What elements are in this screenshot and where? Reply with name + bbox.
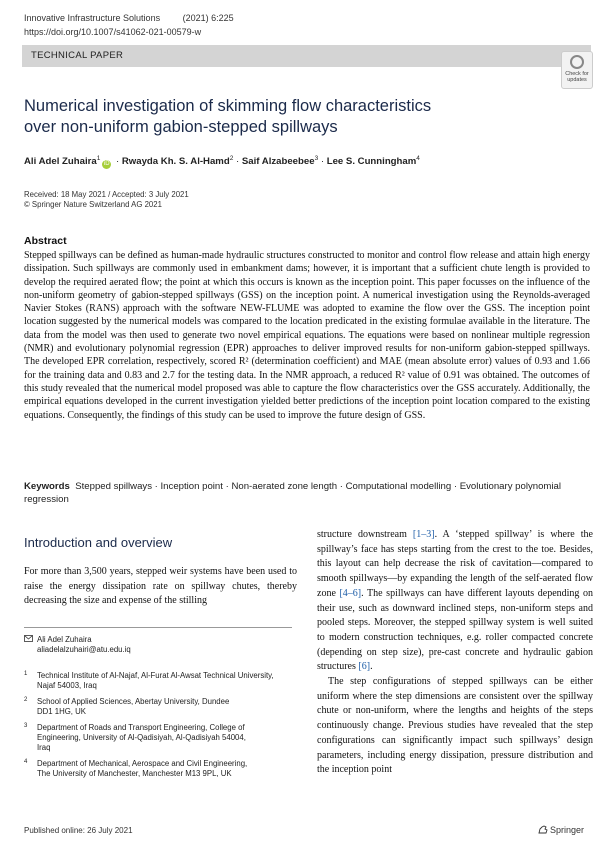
- journal-name: Innovative Infrastructure Solutions: [24, 13, 161, 23]
- author-2[interactable]: Rwayda Kh. S. Al-Hamd: [121, 156, 230, 167]
- intro-col2-para2: The step configurations of stepped spillways can be either uniform where the step dimensions are consistent over the spillway chute or non-uniform, where the lengths and heights of the steps continuously change. Previous studies have revealed that the step configurations can significantly impact such spillways’ design parameters, including energy dissipation, pressure distribution and the inception point: [317, 676, 593, 776]
- keywords-text: Stepped spillways · Inception point · Non-aerated zone length · Computational modelling · Evolutionary polynomial regression: [24, 481, 562, 505]
- author-sep: ·: [233, 156, 242, 167]
- affiliation-text: Department of Mechanical, Aerospace and Civil Engineering, The University of Manchester, Manchester M13 9PL, UK: [37, 759, 248, 778]
- affiliation-number: 1: [24, 671, 28, 677]
- affiliation-text: Department of Roads and Transport Engineering, College of Engineering, University of Al-Qadisiyah, Al-Qadisiyah 54004, Iraq: [37, 723, 246, 752]
- citation-link[interactable]: [4–6]: [339, 587, 362, 599]
- author-3-sup: 3: [314, 154, 319, 162]
- citation-link[interactable]: [1–3]: [412, 529, 435, 540]
- springer-label: Springer: [550, 825, 585, 835]
- affiliation-number: 2: [24, 697, 28, 703]
- affiliation-text: Technical Institute of Al-Najaf, Al-Furat Al-Awsat Technical University, Najaf 54003, Iraq: [37, 671, 274, 690]
- copyright-line: © Springer Nature Switzerland AG 2021: [24, 200, 162, 209]
- intro-col1-text: For more than 3,500 years, stepped weir systems have been used to raise the energy dissipation rate on spillway chutes, thereby decreasing the size and expense of the stilling: [24, 566, 297, 606]
- text-run: .: [370, 661, 373, 673]
- springer-horse-icon: [538, 825, 548, 834]
- paper-type-bar: [22, 45, 591, 67]
- author-2-sup: 2: [229, 154, 234, 162]
- affiliation-item: [24, 759, 277, 779]
- affiliation-item: [24, 671, 277, 691]
- affiliation-text: School of Applied Sciences, Abertay University, Dundee DD1 1HG, UK: [37, 697, 230, 716]
- published-online: Published online: 26 July 2021: [24, 826, 133, 835]
- affiliation-number: 4: [24, 759, 28, 765]
- check-updates-icon: [570, 55, 584, 69]
- received-accepted: Received: 18 May 2021 / Accepted: 3 July 2021: [24, 190, 189, 199]
- doi-link[interactable]: https://doi.org/10.1007/s41062-021-00579-w: [24, 27, 202, 37]
- check-updates-button[interactable]: [561, 51, 593, 89]
- keywords-label: Keywords: [24, 481, 70, 492]
- contact-author: [24, 635, 131, 655]
- contact-name: Ali Adel Zuhaira: [37, 635, 92, 644]
- check-updates-label: Check for updates: [565, 71, 589, 83]
- abstract-heading: Abstract: [24, 235, 67, 247]
- keywords: [24, 481, 584, 506]
- author-3[interactable]: Saif Alzabeebee: [241, 156, 315, 167]
- journal-line: [24, 13, 234, 23]
- text-run: . A ‘stepped spillway’ is where the spillway’s face has steps starting from the crest to the toe. Besides, this layout can help decrease the risk of cavitation—compared to smooth spillways—by expanding the length of the self-aerated flow zone: [317, 529, 593, 599]
- affiliation-list: [24, 671, 277, 779]
- author-1-sup: 1: [96, 154, 101, 162]
- citation-link[interactable]: [6]: [358, 661, 371, 673]
- author-list: [24, 156, 594, 169]
- paper-title: Numerical investigation of skimming flow characteristics over non-uniform gabion-stepped spillways: [24, 97, 432, 136]
- affiliation-item: [24, 723, 277, 753]
- contact-email[interactable]: aliadelalzuhairi@atu.edu.iq: [37, 645, 131, 654]
- author-1[interactable]: Ali Adel Zuhaira: [24, 156, 97, 167]
- affiliation-number: 3: [24, 723, 28, 729]
- intro-heading: Introduction and overview: [24, 535, 173, 550]
- text-run: structure downstream: [317, 529, 413, 540]
- author-sep: ·: [113, 156, 122, 167]
- affiliation-item: [24, 697, 277, 717]
- author-sep: ·: [318, 156, 327, 167]
- paper-type-label: TECHNICAL PAPER: [31, 50, 124, 61]
- footnote-divider: [24, 627, 292, 628]
- intro-col2-para1: [317, 528, 593, 675]
- author-4-sup: 4: [416, 154, 420, 162]
- abstract-text: Stepped spillways can be defined as human-made hydraulic structures constructed to monitor and control flow release and attain high energy dissipation. Such spillways are commonly used in embankment dams; however, it is important that a sufficient chute length is provided to develop the required aerated flow; the point at which this occurs is known as the inception point. This paper focusses on the influence of the non-uniform geometry of gabion-stepped spillways (GSS) on the inception point. A numerical investigation using the Reynolds-averaged Navier Stokes (RANS) approach with the software NEW-FLUME was adopted to examine the flow over the GSS. The inception point location suggested by the numerical models was compared to the location predicated in the existing formulae available in the literature. The data from the model was then used to generate two novel empirical equations. The equations were based on nonlinear multiple regression (NMR) and evolutionary polynomial regression (EPR) approaches to deliver improved results for non-uniform gabion-stepped spillways. The developed EPR correlation, respectively, scored R² (determination coefficient) and MAE (mean absolute error) values of 0.93 and 1.66 for the training data and 0.83 and 2.7 for the testing data. In the NMR approach, a reduced R² value of 0.91 was obtained. The outcomes of this study revealed that the numerical model proposed was able to capture the flow characteristics over the GSS accurately. Additionally, the empirical equations developed in the current investigation yielded better predictions of the inception point location compared to the existing equations. Consequently, the findings of this study can be used to improve the future design of GSS.: [24, 250, 590, 421]
- envelope-icon: [24, 635, 33, 642]
- article-dates: [24, 190, 189, 210]
- intro-col2: [317, 528, 593, 778]
- orcid-icon[interactable]: iD: [103, 161, 110, 167]
- journal-volume: (2021) 6:225: [182, 13, 234, 23]
- text-run: . The spillways can have different layouts depending on their use, such as downward inclined steps, non-uniform steps and pooled steps. Moreover, the stepped spillway system is well suited to modern construction techniques, e.g. roller compacted concrete (depending on step size), pre-cast concrete and hydraulic gabion structures: [317, 587, 593, 673]
- springer-logo[interactable]: [538, 825, 584, 835]
- author-4[interactable]: Lee S. Cunningham: [326, 156, 417, 167]
